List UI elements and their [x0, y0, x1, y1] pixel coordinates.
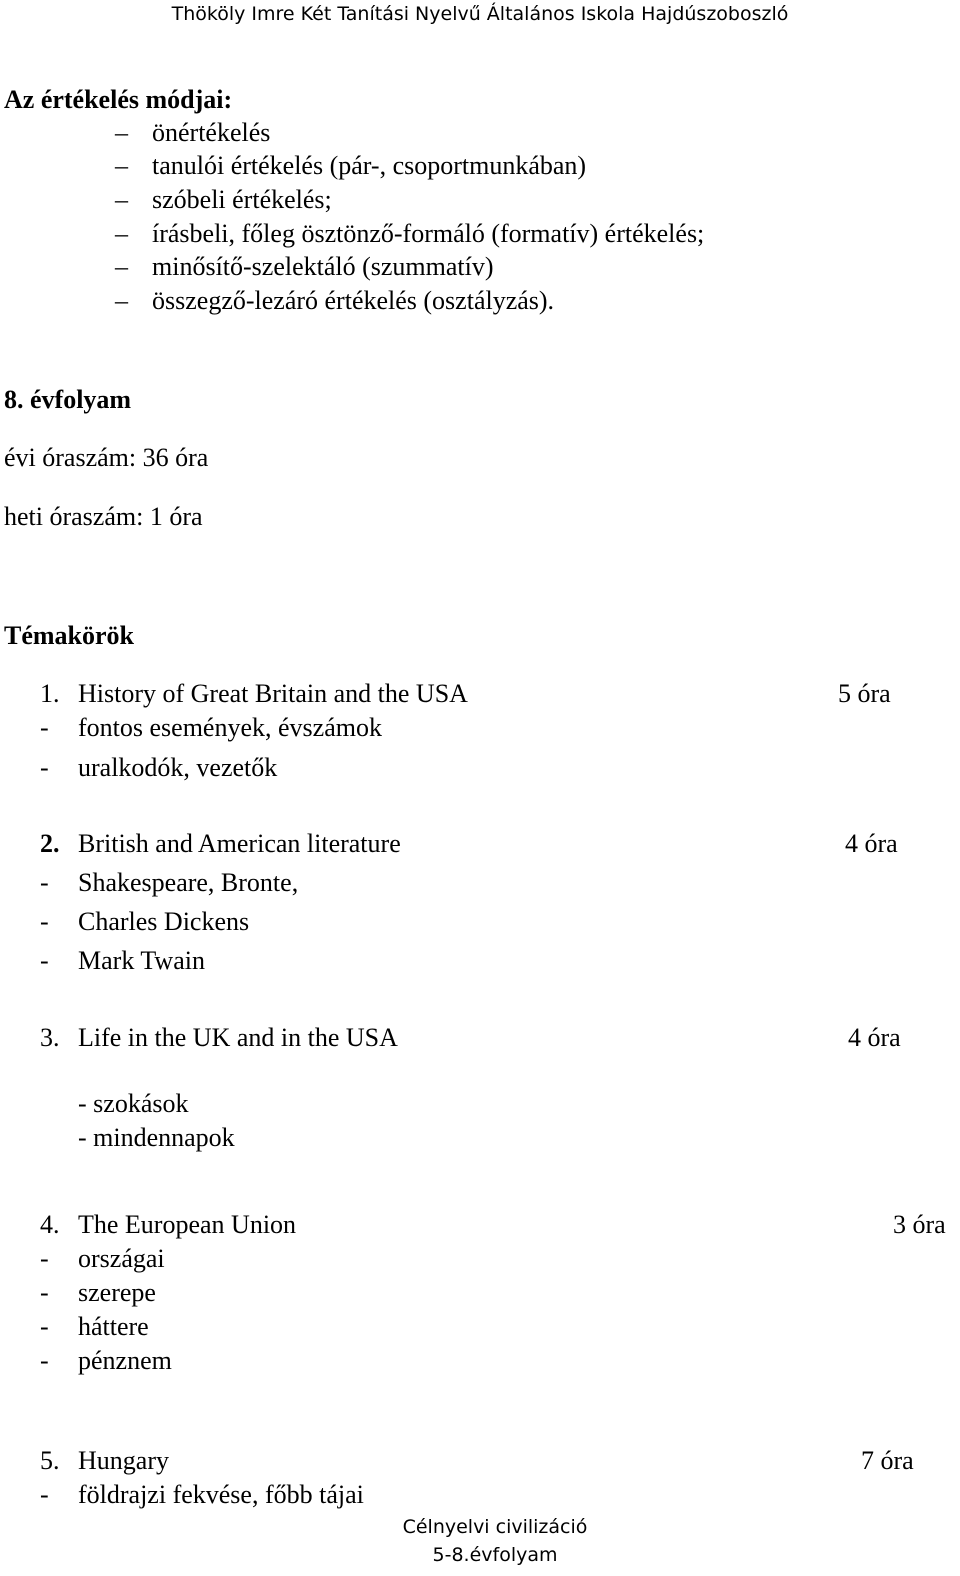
- footer-grades: 5-8.évfolyam: [432, 1544, 558, 1566]
- topic-name: Hungary: [78, 1446, 169, 1475]
- topic-sub-item: országai: [78, 1244, 165, 1273]
- topic-sub-item: - mindennapok: [78, 1123, 235, 1152]
- assessment-bullet: –: [115, 252, 128, 281]
- topic-name: History of Great Britain and the USA: [78, 679, 468, 708]
- topic-name: The European Union: [78, 1210, 297, 1239]
- sub-bullet: -: [40, 1480, 49, 1509]
- assessment-item: összegző-lezáró értékelés (osztályzás).: [152, 286, 555, 315]
- topic-sub-item: szerepe: [78, 1278, 156, 1307]
- topic-number: 5.: [40, 1446, 60, 1475]
- topic-number: 4.: [40, 1210, 60, 1239]
- footer-subject: Célnyelvi civilizáció: [402, 1516, 588, 1538]
- assessment-bullet: –: [115, 219, 128, 248]
- sub-bullet: -: [40, 868, 49, 897]
- assessment-bullet: –: [115, 118, 128, 147]
- assessment-bullet: –: [115, 286, 128, 315]
- topic-sub-item: Mark Twain: [78, 946, 205, 975]
- weekly-hours: heti óraszám: 1 óra: [4, 502, 203, 531]
- assessment-title: Az értékelés módjai:: [4, 85, 233, 114]
- sub-bullet: -: [40, 1278, 49, 1307]
- topic-sub-item: háttere: [78, 1312, 149, 1341]
- topic-sub-item: pénznem: [78, 1346, 172, 1375]
- sub-bullet: -: [40, 1346, 49, 1375]
- topic-sub-item: fontos események, évszámok: [78, 713, 382, 742]
- topic-hours: 4 óra: [848, 1023, 901, 1052]
- topic-hours: 4 óra: [845, 829, 898, 858]
- assessment-bullet: –: [115, 185, 128, 214]
- topic-number: 3.: [40, 1023, 60, 1052]
- topics-title: Témakörök: [4, 621, 134, 650]
- page-header: Thököly Imre Két Tanítási Nyelvű Általános Iskola Hajdúszoboszló: [171, 3, 789, 25]
- topic-name: Life in the UK and in the USA: [78, 1023, 398, 1052]
- topic-sub-item: uralkodók, vezetők: [78, 753, 278, 782]
- sub-bullet: -: [40, 713, 49, 742]
- topic-sub-item: Shakespeare, Bronte,: [78, 868, 299, 897]
- topic-number: 2.: [40, 829, 60, 858]
- sub-bullet: -: [40, 1244, 49, 1273]
- topic-sub-item: földrajzi fekvése, főbb tájai: [78, 1480, 364, 1509]
- yearly-hours: évi óraszám: 36 óra: [4, 443, 209, 472]
- topic-number: 1.: [40, 679, 60, 708]
- sub-bullet: -: [40, 946, 49, 975]
- sub-bullet: -: [40, 907, 49, 936]
- assessment-item: önértékelés: [152, 118, 271, 147]
- assessment-bullet: –: [115, 151, 128, 180]
- assessment-item: minősítő-szelektáló (szummatív): [152, 252, 494, 281]
- assessment-item: szóbeli értékelés;: [152, 185, 332, 214]
- topic-name: British and American literature: [78, 829, 401, 858]
- topic-hours: 5 óra: [838, 679, 891, 708]
- assessment-item: írásbeli, főleg ösztönző-formáló (formatív) értékelés;: [152, 219, 705, 248]
- grade-title: 8. évfolyam: [4, 385, 132, 414]
- sub-bullet: -: [40, 753, 49, 782]
- topic-sub-item: Charles Dickens: [78, 907, 250, 936]
- assessment-item: tanulói értékelés (pár-, csoportmunkában): [152, 151, 587, 180]
- topic-hours: 7 óra: [861, 1446, 914, 1475]
- topic-sub-item: - szokások: [78, 1089, 189, 1118]
- sub-bullet: -: [40, 1312, 49, 1341]
- topic-hours: 3 óra: [893, 1210, 946, 1239]
